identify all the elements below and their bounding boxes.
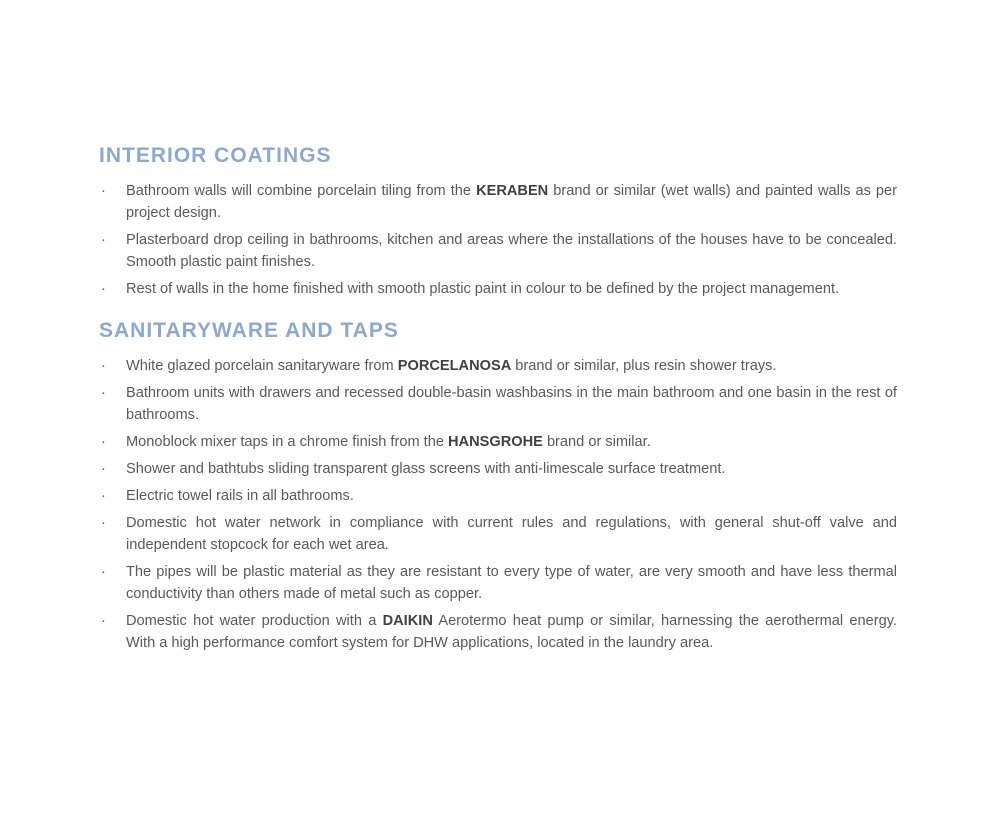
list-item-text (126, 515, 897, 553)
bullet-icon: · (101, 385, 106, 401)
list-item (99, 180, 897, 224)
text-segment: brand or similar (wet walls) and painted walls as per project design. (126, 183, 897, 221)
list-item (99, 512, 897, 556)
bullet-icon: · (101, 613, 106, 629)
bullet-list (99, 355, 897, 654)
text-segment: White glazed porcelain sanitaryware from (126, 358, 398, 374)
list-item-text (126, 488, 354, 504)
list-item-text (126, 232, 897, 270)
list-item (99, 355, 897, 377)
bullet-list (99, 180, 897, 300)
list-item-text (126, 358, 776, 374)
brand-name: DAIKIN (382, 613, 433, 629)
list-item-text (126, 461, 725, 477)
bullet-icon: · (101, 564, 106, 580)
section-title: INTERIOR COATINGS (99, 144, 332, 167)
text-segment: Shower and bathtubs sliding transparent glass screens with anti-limescale surface treatment. (126, 461, 726, 477)
text-segment: Bathroom units with drawers and recessed double-basin washbasins in the main bathroom and one basin in the rest of bathrooms. (126, 385, 897, 423)
brand-name: KERABEN (476, 183, 549, 199)
list-item (99, 610, 897, 654)
text-segment: brand or similar. (542, 434, 651, 450)
text-segment: brand or similar, plus resin shower trays. (511, 358, 777, 374)
text-segment: Rest of walls in the home finished with smooth plastic paint in colour to be defined by the project management. (126, 281, 840, 297)
text-segment: Plasterboard drop ceiling in bathrooms, kitchen and areas where the installations of the houses have to be concealed. Smooth plastic paint finishes. (126, 232, 897, 270)
bullet-icon: · (101, 488, 106, 504)
list-item (99, 458, 897, 480)
text-segment: Bathroom walls will combine porcelain tiling from the (126, 183, 477, 199)
list-item-text (126, 281, 839, 297)
bullet-icon: · (101, 281, 106, 297)
bullet-icon: · (101, 515, 106, 531)
list-item (99, 278, 897, 300)
bullet-icon: · (101, 434, 106, 450)
text-segment: Aerotermo heat pump or similar, harnessing the aerothermal energy. With a high performance comfort system for DHW applications, located in the laundry area. (126, 613, 897, 651)
list-item (99, 431, 897, 453)
brand-name: HANSGROHE (448, 434, 543, 450)
text-segment: Electric towel rails in all bathrooms. (126, 488, 354, 504)
text-segment: Domestic hot water production with a (126, 613, 383, 629)
text-segment: The pipes will be plastic material as they are resistant to every type of water, are very smooth and have less thermal conductivity than others made of metal such as copper. (126, 564, 897, 602)
list-item-text (126, 613, 897, 651)
section-title: SANITARYWARE AND TAPS (99, 319, 399, 342)
list-item (99, 561, 897, 605)
text-segment: Domestic hot water network in compliance with current rules and regulations, with general shut-off valve and independent stopcock for each wet area. (126, 515, 897, 553)
list-item (99, 382, 897, 426)
list-item-text (126, 434, 651, 450)
list-item (99, 229, 897, 273)
brand-name: PORCELANOSA (397, 358, 512, 374)
list-item-text (126, 183, 897, 221)
list-item-text (126, 385, 897, 423)
bullet-icon: · (101, 358, 106, 374)
text-segment: Monoblock mixer taps in a chrome finish from the (126, 434, 449, 450)
section-interior-coatings (99, 145, 897, 300)
bullet-icon: · (101, 461, 106, 477)
bullet-icon: · (101, 183, 106, 199)
section-sanitaryware-and-taps (99, 320, 897, 654)
list-item-text (126, 564, 897, 602)
list-item (99, 485, 897, 507)
bullet-icon: · (101, 232, 106, 248)
